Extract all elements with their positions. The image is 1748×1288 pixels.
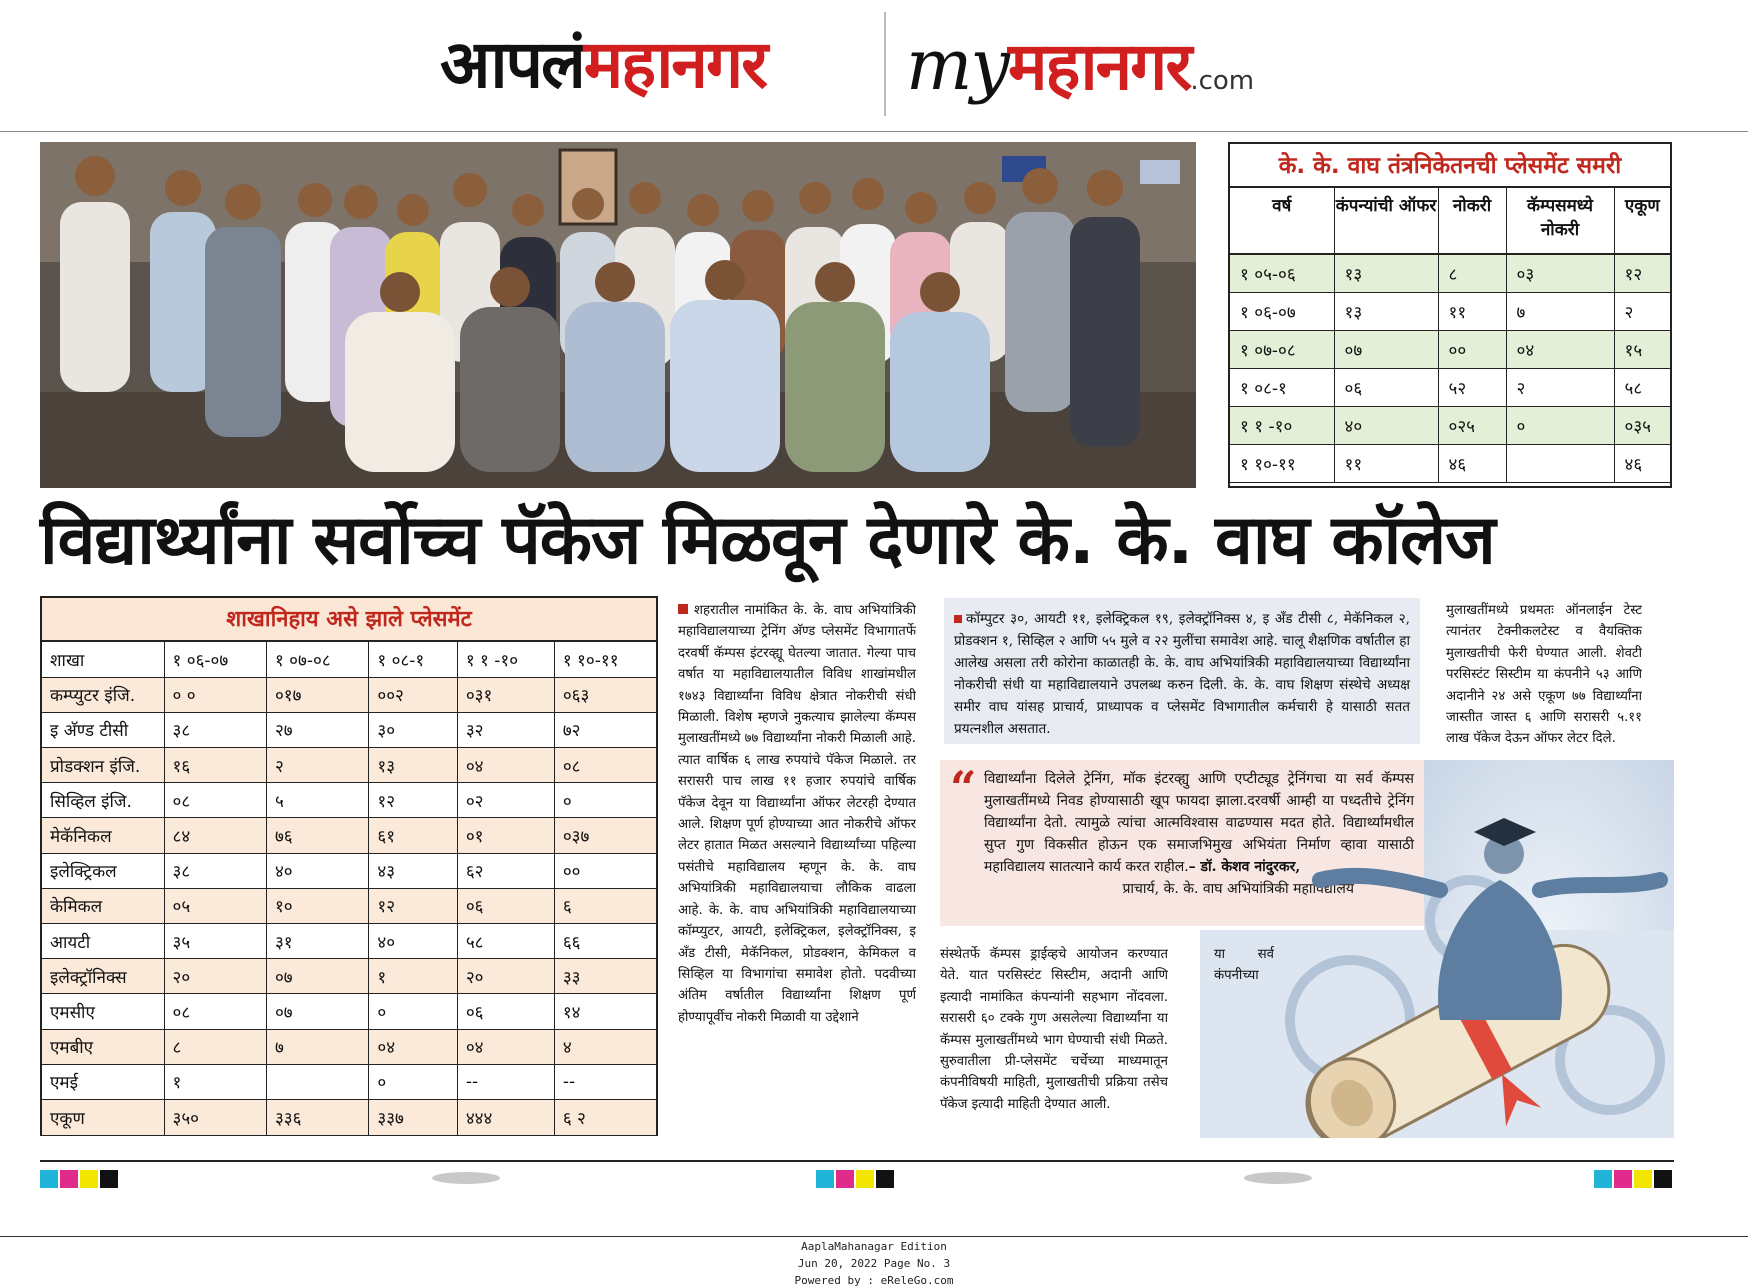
registration-oval bbox=[432, 1172, 500, 1184]
summary-cell: १३ bbox=[1334, 254, 1438, 292]
branch-name-cell: केमिकल bbox=[42, 888, 164, 923]
article-bullet bbox=[678, 604, 688, 614]
branch-name-cell: मेकॅनिकल bbox=[42, 818, 164, 853]
branch-value-cell: १२ bbox=[369, 783, 457, 818]
branch-value-cell: ०२ bbox=[457, 783, 554, 818]
summary-header-row bbox=[1230, 188, 1670, 254]
branch-name-cell: आयटी bbox=[42, 924, 164, 959]
summary-row bbox=[1230, 330, 1670, 368]
placement-summary-table bbox=[1228, 142, 1672, 488]
summary-header-total: एकूण bbox=[1614, 188, 1670, 254]
summary-cell: ४० bbox=[1334, 406, 1438, 444]
article-column-5: या सर्व कंपनीच्या bbox=[1214, 947, 1274, 984]
summary-cell: १ ०५-०६ bbox=[1230, 254, 1334, 292]
branch-value-cell: ४० bbox=[369, 924, 457, 959]
summary-cell: १ १ -१० bbox=[1230, 406, 1334, 444]
swatch-yellow bbox=[856, 1170, 874, 1188]
branch-name-cell: एकूण bbox=[42, 1099, 164, 1134]
swatch-magenta bbox=[1614, 1170, 1632, 1188]
branch-value-cell: ०१७ bbox=[266, 677, 368, 712]
branch-value-cell: ६ bbox=[554, 888, 656, 923]
branch-value-cell: १ bbox=[369, 959, 457, 994]
branch-value-cell: -- bbox=[554, 1064, 656, 1099]
headline: विद्यार्थ्यांना सर्वोच्च पॅकेज मिळवून देणारे के. के. वाघ कॉलेज bbox=[40, 501, 1495, 580]
branch-value-cell: -- bbox=[457, 1064, 554, 1099]
summary-cell: २ bbox=[1614, 292, 1670, 330]
swatch-yellow bbox=[80, 1170, 98, 1188]
branch-value-cell: ५८ bbox=[457, 924, 554, 959]
branch-header-row bbox=[42, 642, 656, 677]
branch-value-cell: १ bbox=[164, 1064, 266, 1099]
branch-row bbox=[42, 783, 656, 818]
branch-value-cell: ६२ bbox=[457, 853, 554, 888]
group-photo bbox=[40, 142, 1196, 488]
branch-row bbox=[42, 1029, 656, 1064]
branch-value-cell: २७ bbox=[266, 712, 368, 747]
branch-header-cell: १ ०८-१ bbox=[369, 642, 457, 677]
summary-cell: ५८ bbox=[1614, 368, 1670, 406]
branch-row bbox=[42, 1099, 656, 1134]
footer-rule bbox=[0, 1236, 1748, 1237]
branch-value-cell: ३८ bbox=[164, 712, 266, 747]
branch-value-cell: ०१ bbox=[457, 818, 554, 853]
summary-cell: १५ bbox=[1614, 330, 1670, 368]
branch-name-cell: एमबीए bbox=[42, 1029, 164, 1064]
summary-title: के. के. वाघ तंत्रनिकेतनची प्लेसमेंट समरी bbox=[1230, 144, 1670, 188]
branch-value-cell: ६ २ bbox=[554, 1099, 656, 1134]
summary-row bbox=[1230, 254, 1670, 292]
article-info-text: कॉम्पुटर ३०, आयटी ११, इलेक्ट्रिकल १९, इलेक्ट्रॉनिक्स ४, इ अ‍ॅंड टीसी ८, मेकॅनिकल २, प्रोडक्शन १, सिव्हिल २ आणि ५५ मुले व २२ मुलींचा समावेश आहे. चालू शैक्षणिक वर्षातील हा आलेख असला तरी कोरोना काळातही के. के. वाघ अभियांत्रिकी महाविद्यालयाच्या विद्यार्थ्यांना नोकरीची संधी या महाविद्यालयाने उपलब्ध करुन दिली. के. के. वाघ शिक्षण संस्थेचे अध्यक्ष समीर वाघ यांसह प्राचार्य, प्राध्यापक व प्लेसमेंट विभागातील कर्मचारी हे यासाठी सतत प्रयत्नशील असतात. bbox=[954, 611, 1410, 737]
article-info-box bbox=[944, 598, 1420, 744]
branch-header-cell: १ ०६-०७ bbox=[164, 642, 266, 677]
branch-value-cell: ०७ bbox=[266, 959, 368, 994]
summary-cell: ०४ bbox=[1506, 330, 1614, 368]
branch-name-cell: इलेक्ट्रॉनिक्स bbox=[42, 959, 164, 994]
branch-value-cell: ४ bbox=[554, 1029, 656, 1064]
branch-value-cell: ०० bbox=[554, 853, 656, 888]
summary-cell: ५२ bbox=[1438, 368, 1506, 406]
group-photo-image bbox=[40, 142, 1196, 488]
summary-header-jobs: नोकरी bbox=[1438, 188, 1506, 254]
branch-value-cell: ०३१ bbox=[457, 677, 554, 712]
branch-value-cell: ३३६ bbox=[266, 1099, 368, 1134]
branch-value-cell: ४० bbox=[266, 853, 368, 888]
branch-value-cell: ०६३ bbox=[554, 677, 656, 712]
registration-oval bbox=[1244, 1172, 1312, 1184]
branch-row bbox=[42, 712, 656, 747]
swatch-cyan bbox=[40, 1170, 58, 1188]
branch-grid bbox=[42, 642, 656, 1135]
branch-value-cell: ०८ bbox=[164, 783, 266, 818]
quote-role: प्राचार्य, के. के. वाघ अभियांत्रिकी महाविद्यालय bbox=[1122, 881, 1354, 897]
branch-value-cell: २ bbox=[266, 748, 368, 783]
summary-cell: १ ०६-०७ bbox=[1230, 292, 1334, 330]
branch-name-cell: कम्प्युटर इंजि. bbox=[42, 677, 164, 712]
branch-value-cell: ०५ bbox=[164, 888, 266, 923]
branch-name-cell: सिव्हिल इंजि. bbox=[42, 783, 164, 818]
branch-value-cell: ०४ bbox=[457, 1029, 554, 1064]
summary-row bbox=[1230, 444, 1670, 482]
branch-value-cell: ० bbox=[369, 994, 457, 1029]
branch-name-cell: इ अ‍ॅण्ड टीसी bbox=[42, 712, 164, 747]
branch-value-cell: ५ bbox=[266, 783, 368, 818]
swatch-magenta bbox=[60, 1170, 78, 1188]
branch-row bbox=[42, 677, 656, 712]
branch-value-cell: ७२ bbox=[554, 712, 656, 747]
summary-cell: ०६ bbox=[1334, 368, 1438, 406]
summary-cell: ०२५ bbox=[1438, 406, 1506, 444]
info-bullet bbox=[954, 615, 962, 623]
summary-cell: १२ bbox=[1614, 254, 1670, 292]
summary-cell: २ bbox=[1506, 368, 1614, 406]
summary-cell: १ १०-११ bbox=[1230, 444, 1334, 482]
logo-right-part2: महानगर bbox=[1007, 28, 1191, 105]
summary-cell: ४६ bbox=[1614, 444, 1670, 482]
branch-row bbox=[42, 959, 656, 994]
branch-value-cell: १३ bbox=[369, 748, 457, 783]
branch-value-cell: ८ bbox=[164, 1029, 266, 1064]
branch-value-cell: ०३७ bbox=[554, 818, 656, 853]
footer bbox=[0, 1238, 1748, 1288]
branch-value-cell: ०८ bbox=[554, 748, 656, 783]
swatch-cyan bbox=[816, 1170, 834, 1188]
branch-value-cell: १२ bbox=[369, 888, 457, 923]
summary-cell: ०० bbox=[1438, 330, 1506, 368]
branch-value-cell: ० bbox=[369, 1064, 457, 1099]
footer-date-page: Jun 20, 2022 Page No. 3 bbox=[797, 1257, 951, 1270]
branch-value-cell: ०४ bbox=[369, 1029, 457, 1064]
summary-cell bbox=[1506, 444, 1614, 482]
summary-cell: ०३ bbox=[1506, 254, 1614, 292]
branch-value-cell: १० bbox=[266, 888, 368, 923]
quote-author: – डॉ. केशव नांदुरकर, bbox=[1188, 859, 1301, 875]
branch-row bbox=[42, 994, 656, 1029]
summary-cell: ७ bbox=[1506, 292, 1614, 330]
swatch-magenta bbox=[836, 1170, 854, 1188]
branch-value-cell: ३५ bbox=[164, 924, 266, 959]
swatch-cyan bbox=[1594, 1170, 1612, 1188]
branch-name-cell: इलेक्ट्रिकल bbox=[42, 853, 164, 888]
logo-left-part2: महानगर bbox=[583, 26, 767, 103]
branch-name-cell: एमसीए bbox=[42, 994, 164, 1029]
branch-value-cell: ८४ bbox=[164, 818, 266, 853]
branch-row bbox=[42, 748, 656, 783]
branch-value-cell: ३० bbox=[369, 712, 457, 747]
branch-value-cell: ०६ bbox=[457, 888, 554, 923]
branch-row bbox=[42, 853, 656, 888]
summary-row bbox=[1230, 368, 1670, 406]
branch-value-cell: ००२ bbox=[369, 677, 457, 712]
summary-row bbox=[1230, 292, 1670, 330]
masthead bbox=[0, 0, 1748, 132]
branch-value-cell: ६६ bbox=[554, 924, 656, 959]
branch-value-cell: ३३ bbox=[554, 959, 656, 994]
article-column-4: संस्थेतर्फे कॅम्पस ड्राईव्हचे आयोजन करण्यात येते. यात परसिस्टंट सिस्टीम, अदानी आणि इत्यादी नामांकित कंपन्यांनी सहभाग नोंदवला. सरासरी ६० टक्के गुण असलेल्या विद्यार्थ्यांना या कॅम्पस मुलाखतींमध्ये भाग घेण्याची संधी मिळते. सुरुवातीला प्री-प्लेसमेंट चर्चेच्या माध्यमातून कंपनीविषयी माहिती, मुलाखतीची प्रक्रिया तसेच पॅकेज इत्यादी माहिती देण्यात आली. bbox=[940, 947, 1168, 1112]
branch-value-cell: ७ bbox=[266, 1029, 368, 1064]
summary-cell: ११ bbox=[1334, 444, 1438, 482]
swatch-yellow bbox=[1634, 1170, 1652, 1188]
branch-value-cell: ३३७ bbox=[369, 1099, 457, 1134]
summary-cell: ८ bbox=[1438, 254, 1506, 292]
branch-value-cell: ३५० bbox=[164, 1099, 266, 1134]
swatch-black bbox=[1654, 1170, 1672, 1188]
branch-value-cell: ७६ bbox=[266, 818, 368, 853]
quote-text: विद्यार्थ्यांना दिलेले ट्रेनिंग, मॉक इंटरव्ह्यु आणि एप्टीट्यूड ट्रेनिंगचा या सर्व कॅम्पस मुलाखतींमध्ये निवड होण्यासाठी खूप फायदा झाला.दरवर्षी आम्ही या पध्दतीचे ट्रेनिंग विद्यार्थ्यांना देतो. त्यामुळे त्यांचा आत्मविश्वास वाढण्यास मदत होते. विद्यार्थ्यांमधील सुप्त गुण विकसीत होऊन एक समाजभिमुख अभियंता निर्माण व्हावा यासाठी महाविद्यालय सातत्याने कार्य करत राहील. bbox=[984, 771, 1414, 875]
logo-left-part1: आपलं bbox=[440, 26, 584, 103]
logo-right-com: .com bbox=[1190, 66, 1255, 96]
article-column-1-text: शहरातील नामांकित के. के. वाघ अभियांत्रिकी महाविद्यालयाच्या ट्रेनिंग अ‍ॅण्ड प्लेसमेंट विभागातर्फे दरवर्षी कॅम्पस इंटरव्ह्यू घेतल्या जातात. गेल्या पाच वर्षात या महाविद्यालयातील विविध शाखांमधील १७४३ विद्यार्थ्यांना विविध क्षेत्रात नोकरीची संधी मिळाली. विशेष म्हणजे नुकत्याच झालेल्या कॅम्पस मुलाखतींमध्ये ७७ विद्यार्थ्यांना नोकरी मिळाली आहे. त्यात वार्षिक ६ लाख रुपयांचे पॅकेज मिळाले. तर सरासरी पाच लाख ११ हजार रुपयांचे वार्षिक पॅकेज देवून या विद्यार्थ्यांना ऑफर लेटरही देण्यात आले. शिक्षण पूर्ण होण्याच्या आत नोकरीचे ऑफर लेटर हातात मिळत असल्याने विद्यार्थ्यांच्या पहिल्या पसंतीचे महाविद्यालय म्हणून के. के. वाघ अभियांत्रिकी महाविद्यालयाचा लौकिक वाढला आहे. के. के. वाघ अभियांत्रिकी महाविद्यालयाच्या कॉम्प्युटर, आयटी, इलेक्ट्रिकल, इलेक्ट्रॉनिक्स, इ अ‍ॅंड टीसी, मेकॅनिकल, प्रोडक्शन, केमिकल व सिव्हिल या विभागांचा समावेश होतो. पदवीच्या अंतिम वर्षातील विद्यार्थ्यांना शिक्षण पूर्ण होण्यापूर्वीच नोकरी मिळावी या उद्देशाने bbox=[678, 603, 916, 1025]
branch-value-cell bbox=[266, 1064, 368, 1099]
branch-value-cell: ६१ bbox=[369, 818, 457, 853]
branch-value-cell: ०६ bbox=[457, 994, 554, 1029]
article-column-3: मुलाखतींमध्ये प्रथमतः ऑनलाईन टेस्ट त्यानंतर टेक्नीकलटेस्ट व वैयक्तिक मुलाखतीची फेरी घेण्यात आली. शेवटी परसिस्टंट सिस्टीम या कंपनीने ५३ आणि अदानीने २४ असे एकूण ७७ विद्यार्थ्यांना जास्तीत जास्त ६ आणि सरासरी ५.११ लाख पॅकेज देऊन ऑफर लेटर दिले. bbox=[1446, 603, 1642, 747]
swatch-black bbox=[100, 1170, 118, 1188]
branch-value-cell: ३१ bbox=[266, 924, 368, 959]
summary-cell: ४६ bbox=[1438, 444, 1506, 482]
branch-row bbox=[42, 1064, 656, 1099]
branch-value-cell: ० ० bbox=[164, 677, 266, 712]
branch-title: शाखानिहाय असे झाले प्लेसमेंट bbox=[42, 598, 656, 642]
branch-value-cell: ०४ bbox=[457, 748, 554, 783]
branch-header-cell: शाखा bbox=[42, 642, 164, 677]
branch-value-cell: ० bbox=[554, 783, 656, 818]
summary-row bbox=[1230, 406, 1670, 444]
branch-value-cell: ०७ bbox=[266, 994, 368, 1029]
branch-row bbox=[42, 924, 656, 959]
branch-value-cell: ०८ bbox=[164, 994, 266, 1029]
logo-aapla-mahanagar[interactable] bbox=[440, 22, 766, 108]
branch-header-cell: १ १०-११ bbox=[554, 642, 656, 677]
swatch-black bbox=[876, 1170, 894, 1188]
branch-header-cell: १ ०७-०८ bbox=[266, 642, 368, 677]
summary-grid bbox=[1230, 188, 1670, 483]
summary-cell: ० bbox=[1506, 406, 1614, 444]
logo-right-my: my bbox=[906, 24, 1008, 106]
branch-value-cell: ४४४ bbox=[457, 1099, 554, 1134]
branch-value-cell: १४ bbox=[554, 994, 656, 1029]
summary-cell: १३ bbox=[1334, 292, 1438, 330]
summary-cell: ११ bbox=[1438, 292, 1506, 330]
summary-header-campus-jobs: कॅम्पसमध्ये नोकरी bbox=[1506, 188, 1614, 254]
summary-cell: ०७ bbox=[1334, 330, 1438, 368]
summary-header-offers: कंपन्यांची ऑफर bbox=[1334, 188, 1438, 254]
logo-my-mahanagar[interactable] bbox=[906, 22, 1254, 124]
branch-value-cell: २० bbox=[457, 959, 554, 994]
branch-value-cell: १६ bbox=[164, 748, 266, 783]
bottom-rule bbox=[40, 1160, 1674, 1162]
logo-divider bbox=[884, 12, 886, 116]
summary-cell: १ ०८-१ bbox=[1230, 368, 1334, 406]
branch-row bbox=[42, 888, 656, 923]
branch-value-cell: ३८ bbox=[164, 853, 266, 888]
footer-edition: AaplaMahanagar Edition bbox=[801, 1240, 947, 1253]
branch-value-cell: ४३ bbox=[369, 853, 457, 888]
branch-value-cell: २० bbox=[164, 959, 266, 994]
summary-header-year: वर्ष bbox=[1230, 188, 1334, 254]
article-column-1 bbox=[678, 600, 916, 1140]
branch-name-cell: प्रोडक्शन इंजि. bbox=[42, 748, 164, 783]
summary-cell: ०३५ bbox=[1614, 406, 1670, 444]
branch-header-cell: १ १ -१० bbox=[457, 642, 554, 677]
branch-row bbox=[42, 818, 656, 853]
quote-mark-icon: “ bbox=[950, 761, 977, 815]
summary-cell: १ ०७-०८ bbox=[1230, 330, 1334, 368]
branch-placement-table bbox=[40, 596, 658, 1136]
branch-name-cell: एमई bbox=[42, 1064, 164, 1099]
footer-powered-by[interactable]: Powered by : eReleGo.com bbox=[794, 1274, 954, 1287]
branch-value-cell: ३२ bbox=[457, 712, 554, 747]
